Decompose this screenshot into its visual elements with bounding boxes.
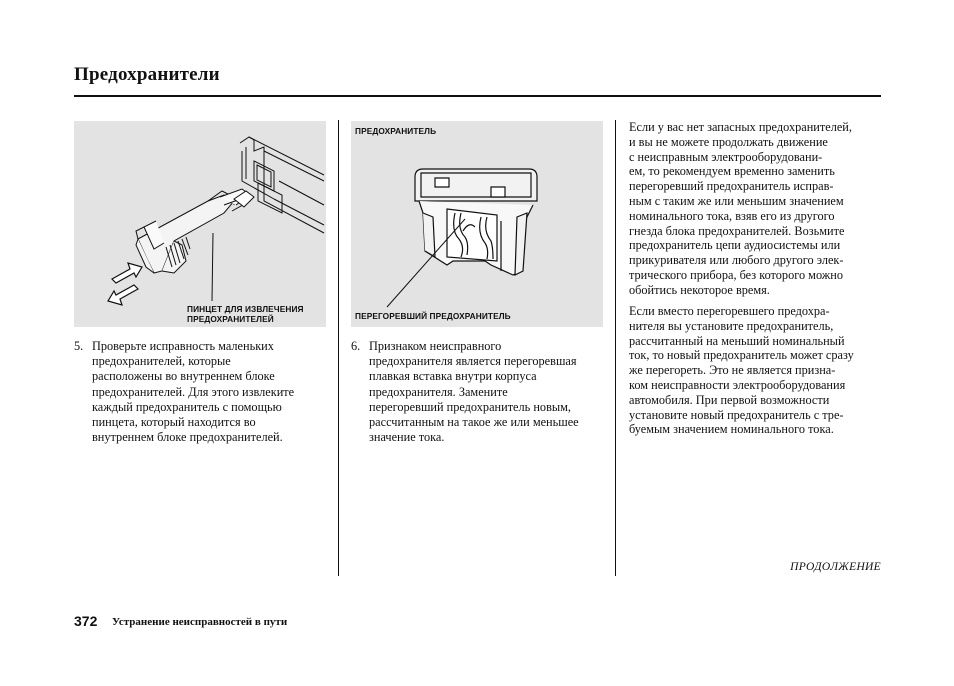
step-6-text: Признаком неисправного предохранителя является перегоревшая плавкая вставка внутри корпуса предохранителя. Замените перегоревший предохранитель новым, рассчитанным на такое же или меньшее значение тока. bbox=[369, 339, 579, 445]
section-title: Устранение неисправностей в пути bbox=[112, 616, 288, 628]
column-divider-left bbox=[338, 120, 339, 576]
step-5 bbox=[74, 339, 334, 449]
fuse-callout-bottom: ПЕРЕГОРЕВШИЙ ПРЕДОХРАНИТЕЛЬ bbox=[355, 311, 511, 321]
page-title: Предохранители bbox=[74, 64, 220, 85]
step-5-number: 5. bbox=[74, 339, 84, 353]
fuse-puller-callout: ПИНЦЕТ ДЛЯ ИЗВЛЕЧЕНИЯ ПРЕДОХРАНИТЕЛЕЙ bbox=[187, 304, 304, 324]
fuse-illustration bbox=[351, 121, 603, 327]
fuse-figure bbox=[351, 121, 603, 327]
title-divider bbox=[74, 95, 881, 97]
continued-label: ПРОДОЛЖЕНИЕ bbox=[790, 561, 881, 573]
right-paragraph-2: Если вместо перегоревшего предохра- нителя вы установите предохранитель, рассчитанный на меньший номинальный ток, то новый предохранитель может сразу же перегореть. Это не является призна- ком неисправности электрооборудования автомобиля. При первой возможности установите новый предохранитель с тре- буемым значением номинального тока. bbox=[629, 304, 854, 437]
column-divider-right bbox=[615, 120, 616, 576]
step-6 bbox=[351, 339, 611, 449]
step-6-number: 6. bbox=[351, 339, 361, 353]
fuse-puller-illustration bbox=[74, 121, 326, 327]
step-5-text: Проверьте исправность маленьких предохранителей, которые расположены во внутреннем блоке предохранителей. Для этого извлеките каждый предохранитель с помощью пинцета, который находится во внутреннем блоке предохранителей. bbox=[92, 339, 295, 445]
fuse-callout-top: ПРЕДОХРАНИТЕЛЬ bbox=[355, 126, 437, 136]
right-paragraph-1: Если у вас нет запасных предохранителей, и вы не можете продолжать движение с неисправным электрооборудовани- ем, то рекомендуем временно заменить перегоревший предохранитель исправ- ным с таким же или меньшим значением номинального тока, взяв его из другого гнезда блока предохранителей. Возьмите предохранитель цепи аудиосистемы или прикуривателя или любого другого элек- трического прибора, без которого можно обойтись некоторое время. bbox=[629, 120, 852, 297]
fuse-puller-figure bbox=[74, 121, 326, 327]
page-number: 372 bbox=[74, 613, 98, 629]
